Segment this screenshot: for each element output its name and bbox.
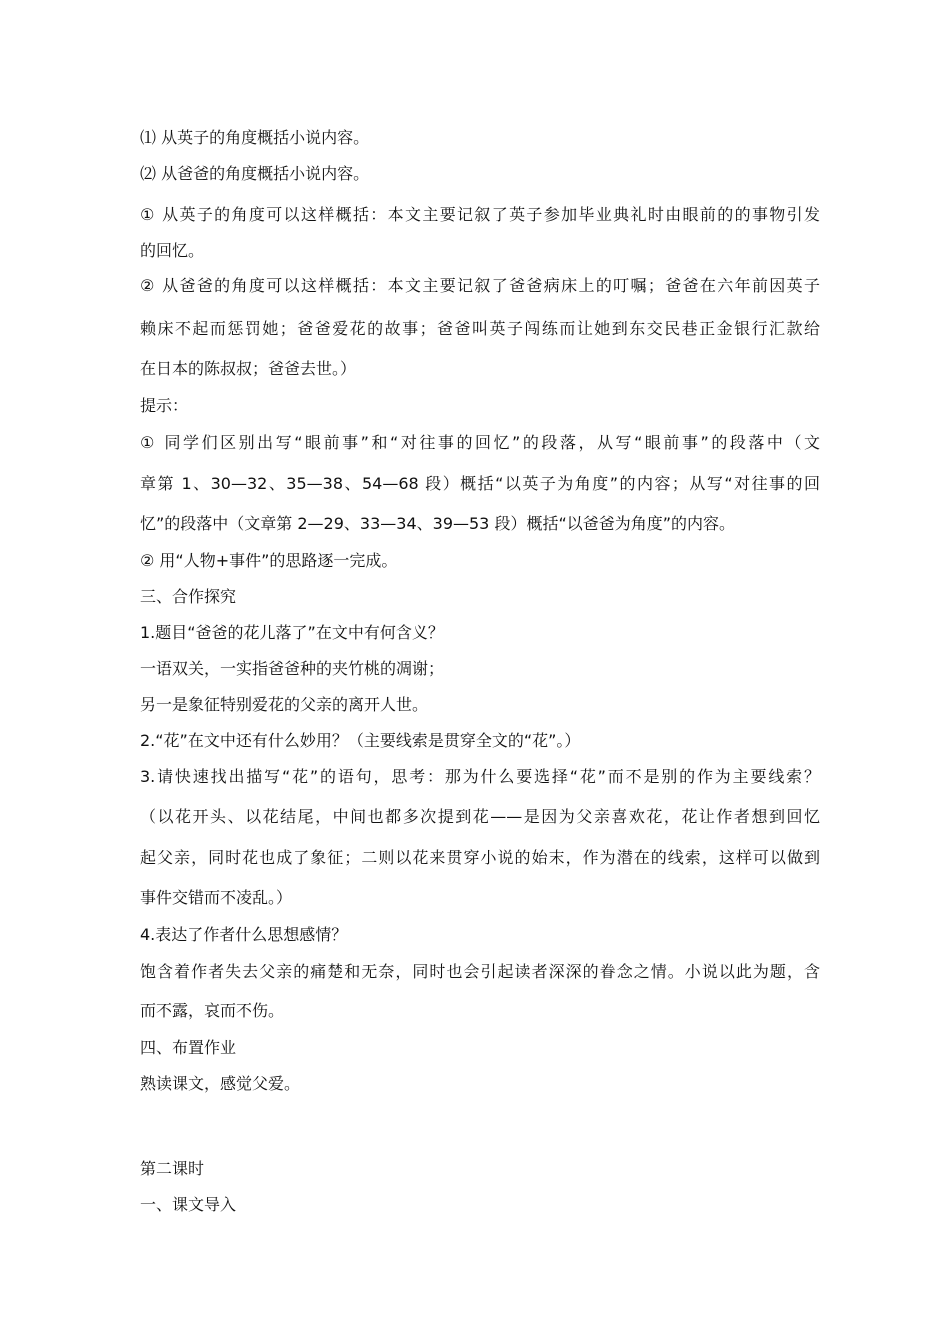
answer-2-line-2: 赖床不起而惩罚她；爸爸爱花的故事；爸爸叫英子闯练而让她到东交民巷正金银行汇款给 bbox=[140, 319, 820, 338]
question-4: 4.表达了作者什么思想感情？ bbox=[140, 925, 348, 944]
answer-q1-line-2: 另一是象征特别爱花的父亲的离开人世。 bbox=[140, 695, 429, 714]
second-lesson-heading: 第二课时 bbox=[140, 1159, 205, 1178]
item-1-prompt: ⑴ 从英子的角度概括小说内容。 bbox=[140, 128, 370, 147]
answer-1-line-1: ① 从英子的角度可以这样概括：本文主要记叙了英子参加毕业典礼时由眼前的的事物引发 bbox=[140, 205, 820, 224]
answer-2-line-3: 在日本的陈叔叔；爸爸去世。） bbox=[140, 359, 357, 378]
section-four-heading: 四、布置作业 bbox=[140, 1038, 237, 1057]
hint-heading: 提示： bbox=[140, 396, 189, 415]
answer-q1-line-1: 一语双关，一实指爸爸种的夹竹桃的凋谢； bbox=[140, 659, 445, 678]
hint-1-line-3: 忆”的段落中（文章第 2—29、33—34、39—53 段）概括“以爸爸为角度”的内容。 bbox=[140, 514, 736, 533]
answer-q4-line-2: 而不露，哀而不伤。 bbox=[140, 1001, 285, 1020]
question-3: 3.请快速找出描写“花”的语句，思考：那为什么要选择“花”而不是别的作为主要线索？ bbox=[140, 767, 820, 786]
question-1: 1.题目“爸爸的花儿落了”在文中有何含义？ bbox=[140, 623, 444, 642]
answer-q3-line-1: （以花开头、以花结尾，中间也都多次提到花——是因为父亲喜欢花，花让作者想到回忆 bbox=[140, 807, 820, 826]
answer-1-line-2: 的回忆。 bbox=[140, 241, 205, 260]
lesson-intro-heading: 一、课文导入 bbox=[140, 1195, 237, 1214]
section-three-heading: 三、合作探究 bbox=[140, 587, 237, 606]
hint-1-line-2: 章第 1、30—32、35—38、54—68 段）概括“以英子为角度”的内容；从写“对往事的回 bbox=[140, 474, 820, 493]
answer-2-line-1: ② 从爸爸的角度可以这样概括：本文主要记叙了爸爸病床上的叮嘱；爸爸在六年前因英子 bbox=[140, 276, 820, 295]
answer-q3-line-2: 起父亲，同时花也成了象征；二则以花来贯穿小说的始末，作为潜在的线索，这样可以做到 bbox=[140, 848, 820, 867]
homework-text: 熟读课文，感觉父爱。 bbox=[140, 1074, 301, 1093]
answer-q3-line-3: 事件交错而不凌乱。） bbox=[140, 888, 293, 907]
hint-2: ② 用“人物+事件”的思路逐一完成。 bbox=[140, 551, 398, 570]
question-2: 2.“花”在文中还有什么妙用？（主要线索是贯穿全文的“花”。） bbox=[140, 731, 581, 750]
answer-q4-line-1: 饱含着作者失去父亲的痛楚和无奈，同时也会引起读者深深的眷念之情。小说以此为题，含 bbox=[140, 962, 820, 981]
hint-1-line-1: ① 同学们区别出写“眼前事”和“对往事的回忆”的段落，从写“眼前事”的段落中（文 bbox=[140, 433, 820, 452]
item-2-prompt: ⑵ 从爸爸的角度概括小说内容。 bbox=[140, 164, 370, 183]
